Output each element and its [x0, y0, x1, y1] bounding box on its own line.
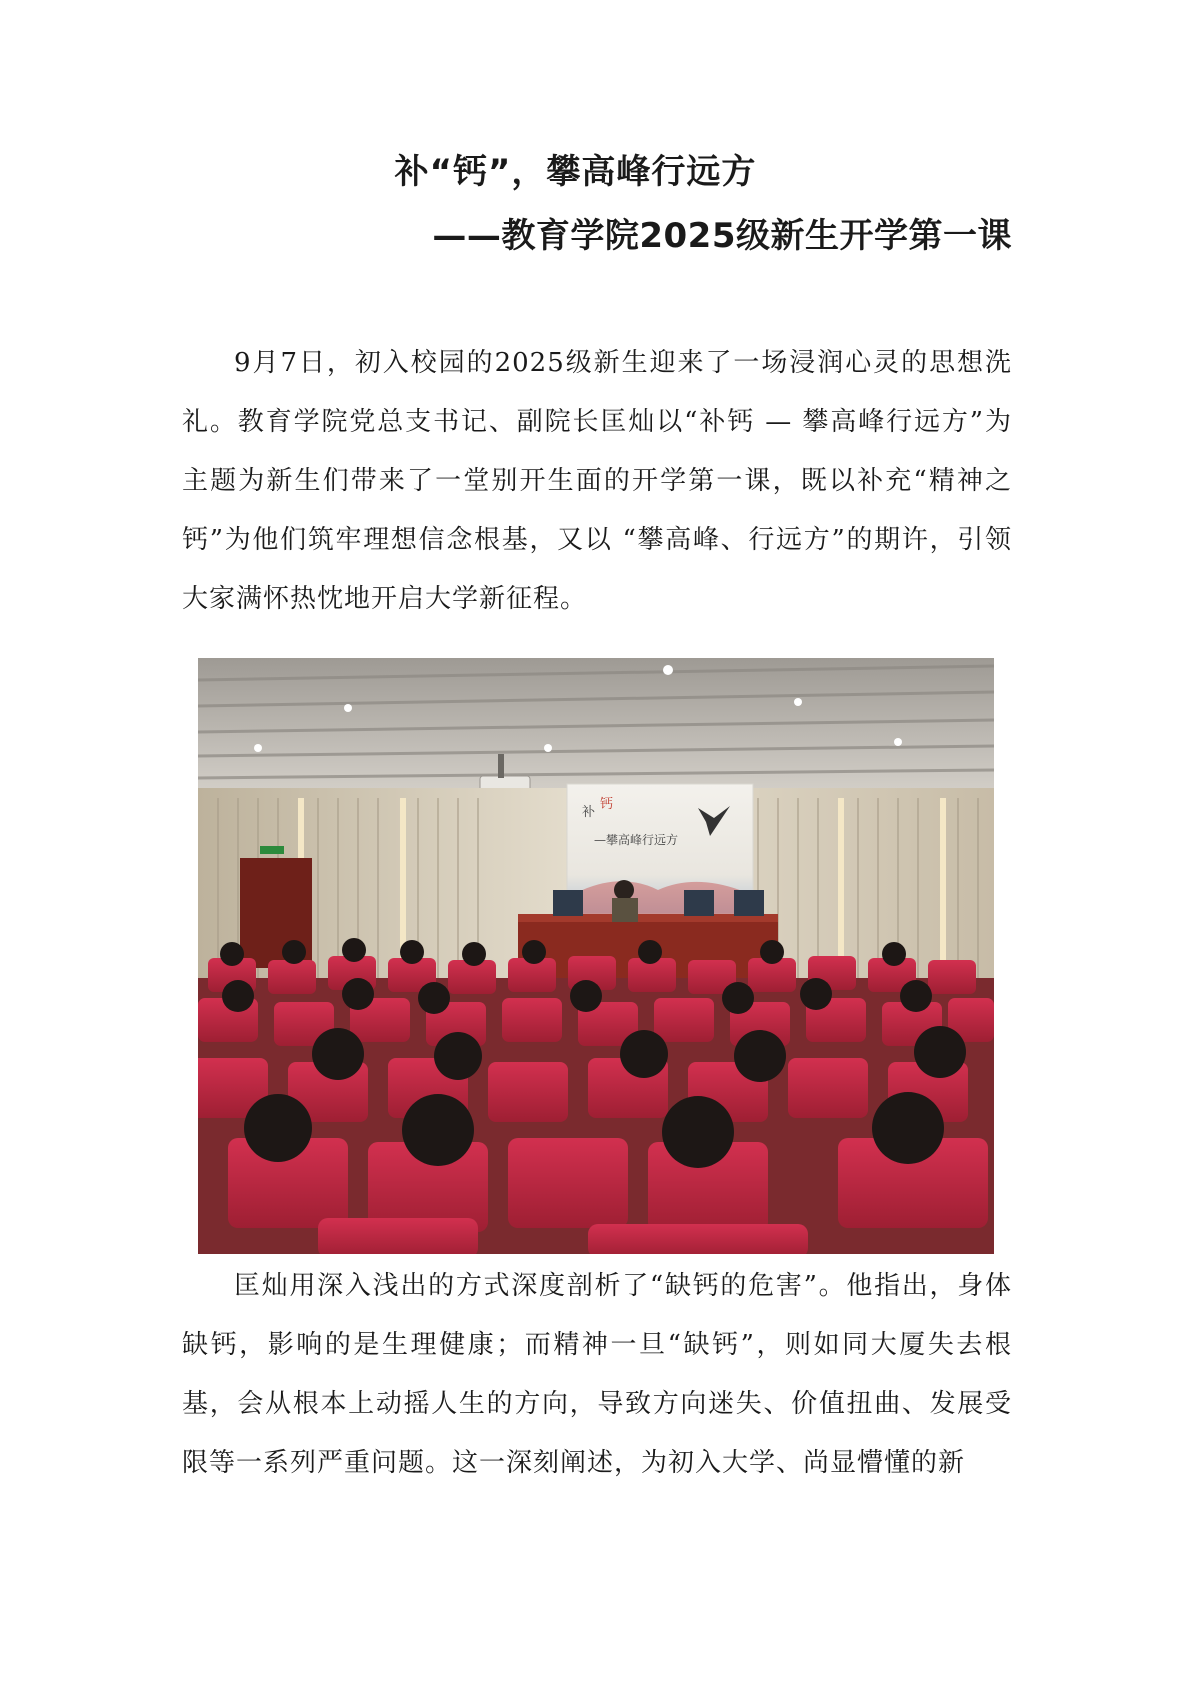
document-subtitle: ——教育学院2025级新生开学第一课 — [432, 216, 1012, 256]
paragraph-1: 9月7日，初入校园的2025级新生迎来了一场浸润心灵的思想洗礼。教育学院党总支书记、副院长匡灿以“补钙 — 攀高峰行远方”为主题为新生们带来了一堂别开生面的开学第一课，既以补充“精神之钙”为他们筑牢理想信念根基，又以 “攀高峰、行远方”的期许，引领大家满怀热忱地开启大学新征程。 — [182, 348, 1012, 614]
lecture-hall-photo — [198, 658, 994, 1254]
screen-subtitle: —攀高峰行远方 — [594, 833, 679, 847]
screen-char-1: 补 — [582, 805, 596, 820]
document-title: 补“钙”，攀高峰行远方 — [394, 152, 757, 192]
paragraph-2: 匡灿用深入浅出的方式深度剖析了“缺钙的危害”。他指出，身体缺钙，影响的是生理健康；而精神一旦“缺钙”，则如同大厦失去根基，会从根本上动摇人生的方向，导致方向迷失、价值扭曲、发展受限等一系列严重问题。这一深刻阐述，为初入大学、尚显懵懂的新 — [182, 1271, 1012, 1478]
screen-char-2: 钙 — [600, 797, 614, 812]
